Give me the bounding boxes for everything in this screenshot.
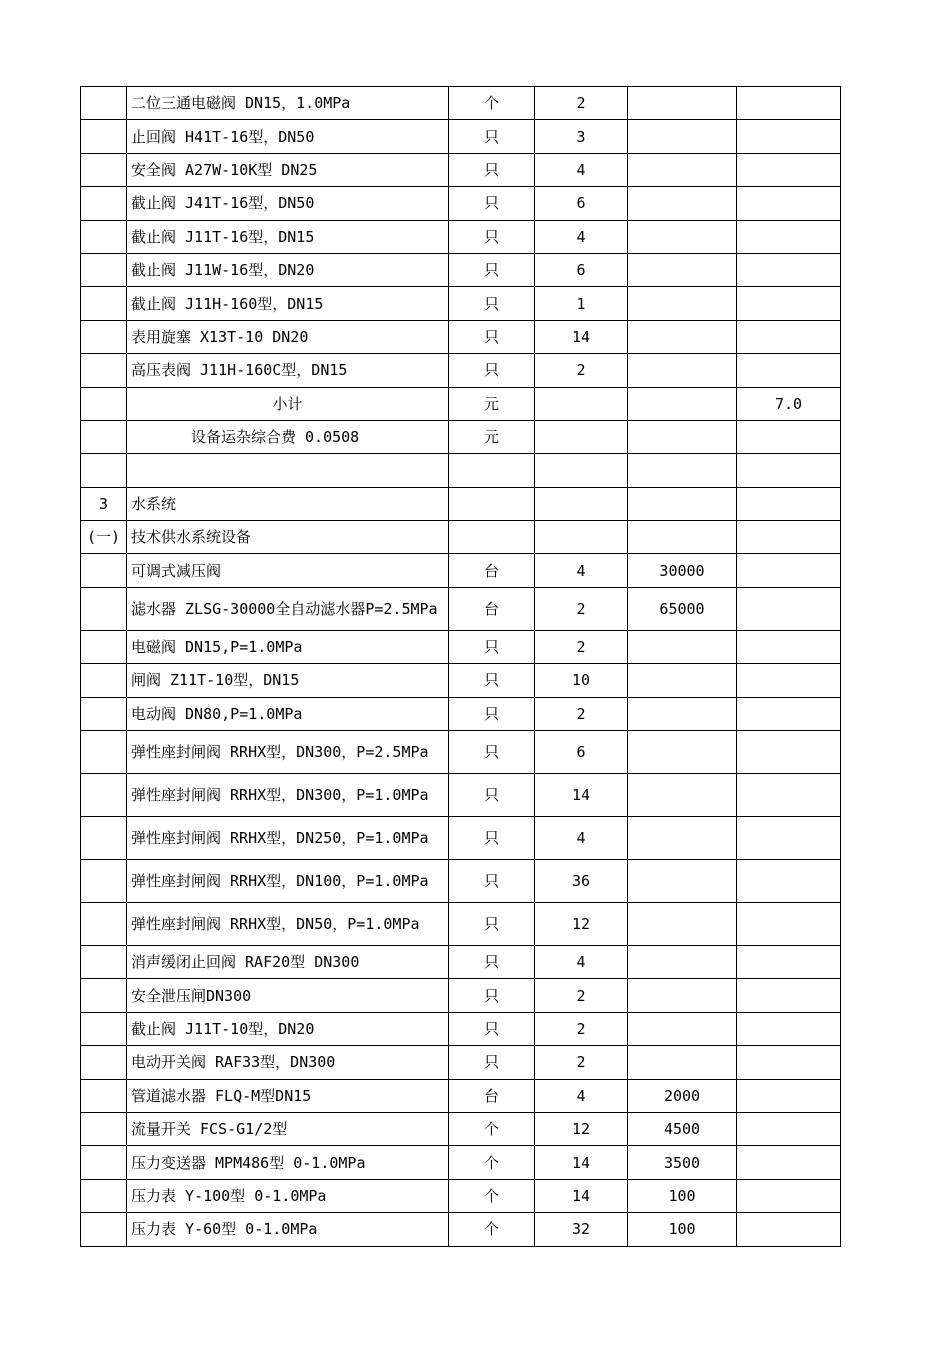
cell-unit: 只 [449,253,535,286]
table-row [81,354,841,387]
cell-item-name: 安全阀 A27W-10K型 DN25 [127,153,449,186]
cell-unit: 只 [449,664,535,697]
cell-index [81,1012,127,1045]
cell-quantity: 2 [535,630,628,663]
cell-total [737,664,841,697]
table-row [81,1213,841,1246]
cell-unit-price [628,387,737,420]
table-body [81,87,841,1247]
cell-unit: 只 [449,817,535,860]
cell-quantity: 4 [535,1079,628,1112]
cell-item-name: 可调式减压阀 [127,554,449,587]
cell-total: 7.0 [737,387,841,420]
cell-unit-price [628,420,737,453]
cell-quantity: 2 [535,1012,628,1045]
table-row [81,420,841,453]
cell-index [81,1213,127,1246]
table-row [81,1012,841,1045]
cell-total [737,774,841,817]
cell-item-name: 水系统 [127,487,449,520]
cell-total [737,630,841,663]
cell-total [737,521,841,554]
cell-item-name: 截止阀 J41T-16型，DN50 [127,187,449,220]
cell-index [81,253,127,286]
cell-total [737,946,841,979]
cell-index [81,664,127,697]
cell-unit: 个 [449,1112,535,1145]
table-row [81,153,841,186]
cell-unit-price [628,630,737,663]
cell-unit: 只 [449,1012,535,1045]
table-row [81,187,841,220]
cell-item-name: 安全泄压闸DN300 [127,979,449,1012]
cell-index [81,320,127,353]
cell-quantity [535,387,628,420]
cell-unit: 台 [449,1079,535,1112]
cell-unit-price [628,774,737,817]
cell-total [737,697,841,730]
cell-index [81,731,127,774]
cell-unit: 只 [449,903,535,946]
cell-quantity [535,420,628,453]
cell-unit-price: 2000 [628,1079,737,1112]
cell-item-name: 闸阀 Z11T-10型，DN15 [127,664,449,697]
cell-item-name: 止回阀 H41T-16型，DN50 [127,120,449,153]
cell-index [81,354,127,387]
cell-unit [449,521,535,554]
cell-item-name: 弹性座封闸阀 RRHX型，DN300，P=1.0MPa [127,774,449,817]
cell-index [81,287,127,320]
cell-total [737,1213,841,1246]
cell-unit-price [628,354,737,387]
cell-quantity [535,454,628,487]
cell-item-name: 弹性座封闸阀 RRHX型，DN300，P=2.5MPa [127,731,449,774]
cell-item-name: 弹性座封闸阀 RRHX型，DN250，P=1.0MPa [127,817,449,860]
cell-item-name: 设备运杂综合费 0.0508 [127,420,449,453]
table-row [81,664,841,697]
cell-item-name: 流量开关 FCS-G1/2型 [127,1112,449,1145]
table-row [81,979,841,1012]
cell-quantity: 4 [535,220,628,253]
cell-unit: 只 [449,860,535,903]
cell-quantity: 12 [535,1112,628,1145]
cell-index [81,420,127,453]
cell-item-name: 截止阀 J11W-16型，DN20 [127,253,449,286]
table-row [81,774,841,817]
cell-unit [449,454,535,487]
cell-quantity: 6 [535,731,628,774]
cell-total [737,354,841,387]
cell-unit: 个 [449,87,535,120]
cell-quantity: 2 [535,354,628,387]
cell-total [737,253,841,286]
cell-index [81,387,127,420]
table-row [81,903,841,946]
cell-item-name: 压力表 Y-60型 0-1.0MPa [127,1213,449,1246]
cell-index [81,1146,127,1179]
cell-item-name: 电动开关阀 RAF33型，DN300 [127,1046,449,1079]
table-row [81,287,841,320]
table-row [81,731,841,774]
cell-unit-price [628,664,737,697]
cell-total [737,187,841,220]
cell-unit: 只 [449,187,535,220]
cell-total [737,420,841,453]
cell-total [737,903,841,946]
table-row [81,1112,841,1145]
cell-index [81,697,127,730]
cell-unit-price [628,860,737,903]
cell-item-name: 管道滤水器 FLQ-M型DN15 [127,1079,449,1112]
cell-index [81,1112,127,1145]
cell-total [737,1012,841,1045]
cell-item-name: 电动阀 DN80,P=1.0MPa [127,697,449,730]
cell-unit-price [628,153,737,186]
cell-index: 3 [81,487,127,520]
cell-index [81,220,127,253]
cell-item-name: 截止阀 J11T-16型，DN15 [127,220,449,253]
table-row [81,521,841,554]
cell-item-name [127,454,449,487]
cell-unit-price [628,187,737,220]
cell-unit: 元 [449,387,535,420]
cell-quantity: 14 [535,774,628,817]
cell-total [737,87,841,120]
cell-total [737,487,841,520]
cell-unit-price [628,979,737,1012]
cell-unit-price: 3500 [628,1146,737,1179]
cell-unit-price: 100 [628,1179,737,1212]
cell-unit-price [628,120,737,153]
cell-quantity: 4 [535,817,628,860]
cell-item-name: 滤水器 ZLSG-30000全自动滤水器P=2.5MPa [127,587,449,630]
cell-unit-price [628,487,737,520]
cell-index [81,774,127,817]
table-row [81,387,841,420]
cell-total [737,979,841,1012]
cell-index [81,153,127,186]
cell-unit-price [628,817,737,860]
cell-unit: 只 [449,697,535,730]
cell-unit-price [628,320,737,353]
cell-quantity: 36 [535,860,628,903]
cell-index [81,979,127,1012]
cell-quantity: 1 [535,287,628,320]
cell-quantity: 12 [535,903,628,946]
table-row [81,817,841,860]
cell-unit: 个 [449,1146,535,1179]
cell-unit: 只 [449,320,535,353]
cell-quantity: 4 [535,946,628,979]
cell-item-name: 技术供水系统设备 [127,521,449,554]
cell-unit: 只 [449,153,535,186]
cell-unit-price: 100 [628,1213,737,1246]
cell-index [81,630,127,663]
cell-unit: 只 [449,731,535,774]
cell-item-name: 弹性座封闸阀 RRHX型，DN100，P=1.0MPa [127,860,449,903]
cell-index [81,87,127,120]
table-row [81,320,841,353]
cell-total [737,220,841,253]
cell-item-name: 电磁阀 DN15,P=1.0MPa [127,630,449,663]
cell-quantity: 14 [535,320,628,353]
cell-quantity [535,487,628,520]
table-row [81,554,841,587]
cell-index [81,1046,127,1079]
table-row [81,946,841,979]
cell-index [81,554,127,587]
cell-total [737,1079,841,1112]
cell-total [737,731,841,774]
cell-total [737,1179,841,1212]
cell-index [81,1179,127,1212]
cell-unit: 只 [449,979,535,1012]
cell-index [81,860,127,903]
cell-unit-price [628,454,737,487]
cell-index [81,946,127,979]
table-row [81,253,841,286]
cell-quantity: 32 [535,1213,628,1246]
table-row [81,697,841,730]
cell-unit-price [628,1012,737,1045]
cell-quantity: 2 [535,697,628,730]
cell-unit-price: 4500 [628,1112,737,1145]
cell-item-name: 弹性座封闸阀 RRHX型，DN50，P=1.0MPa [127,903,449,946]
cell-total [737,1046,841,1079]
cell-unit: 只 [449,774,535,817]
cell-item-name: 高压表阀 J11H-160C型，DN15 [127,354,449,387]
cell-quantity: 2 [535,979,628,1012]
cell-quantity: 14 [535,1179,628,1212]
cell-unit-price [628,253,737,286]
cell-item-name: 截止阀 J11H-160型，DN15 [127,287,449,320]
cell-total [737,320,841,353]
cell-item-name: 表用旋塞 X13T-10 DN20 [127,320,449,353]
table-row [81,587,841,630]
cell-item-name: 压力变送器 MPM486型 0-1.0MPa [127,1146,449,1179]
equipment-cost-table [80,86,841,1247]
cell-unit: 只 [449,354,535,387]
cell-unit: 个 [449,1179,535,1212]
cell-unit-price [628,521,737,554]
cell-index [81,903,127,946]
cell-quantity: 6 [535,187,628,220]
cell-quantity: 4 [535,554,628,587]
table-row [81,120,841,153]
cell-quantity: 2 [535,587,628,630]
cell-index [81,817,127,860]
cell-item-name: 压力表 Y-100型 0-1.0MPa [127,1179,449,1212]
cell-unit-price [628,946,737,979]
cell-unit: 只 [449,220,535,253]
cell-unit-price: 30000 [628,554,737,587]
cell-index [81,120,127,153]
table-row [81,630,841,663]
cell-quantity: 4 [535,153,628,186]
cell-total [737,454,841,487]
cell-unit-price [628,287,737,320]
cell-total [737,287,841,320]
cell-item-name: 截止阀 J11T-10型，DN20 [127,1012,449,1045]
cell-unit-price [628,731,737,774]
table-row [81,487,841,520]
table-row [81,454,841,487]
cell-total [737,860,841,903]
cell-unit-price: 65000 [628,587,737,630]
cell-quantity: 2 [535,87,628,120]
cell-index [81,1079,127,1112]
cell-unit [449,487,535,520]
cell-quantity: 10 [535,664,628,697]
table-row [81,1146,841,1179]
cell-index: (一) [81,521,127,554]
cell-unit-price [628,697,737,730]
cell-unit-price [628,220,737,253]
cell-unit-price [628,87,737,120]
cell-total [737,1112,841,1145]
cell-unit: 台 [449,587,535,630]
cell-quantity: 6 [535,253,628,286]
cell-unit: 台 [449,554,535,587]
cell-quantity: 2 [535,1046,628,1079]
cell-index [81,454,127,487]
cell-item-name: 消声缓闭止回阀 RAF20型 DN300 [127,946,449,979]
cell-total [737,587,841,630]
cell-total [737,153,841,186]
cell-item-name: 小计 [127,387,449,420]
cell-unit-price [628,1046,737,1079]
cell-quantity [535,521,628,554]
cell-total [737,120,841,153]
cell-unit: 只 [449,120,535,153]
cell-index [81,187,127,220]
cell-unit: 个 [449,1213,535,1246]
cell-unit: 只 [449,1046,535,1079]
cell-item-name: 二位三通电磁阀 DN15，1.0MPa [127,87,449,120]
cell-unit: 只 [449,287,535,320]
table-row [81,1179,841,1212]
cell-quantity: 3 [535,120,628,153]
table-row [81,220,841,253]
cell-unit-price [628,903,737,946]
cell-unit: 只 [449,630,535,663]
cell-unit: 元 [449,420,535,453]
cell-total [737,1146,841,1179]
cell-total [737,554,841,587]
cell-total [737,817,841,860]
cell-index [81,587,127,630]
cell-quantity: 14 [535,1146,628,1179]
table-row [81,1046,841,1079]
table-row [81,1079,841,1112]
table-row [81,87,841,120]
table-row [81,860,841,903]
cell-unit: 只 [449,946,535,979]
